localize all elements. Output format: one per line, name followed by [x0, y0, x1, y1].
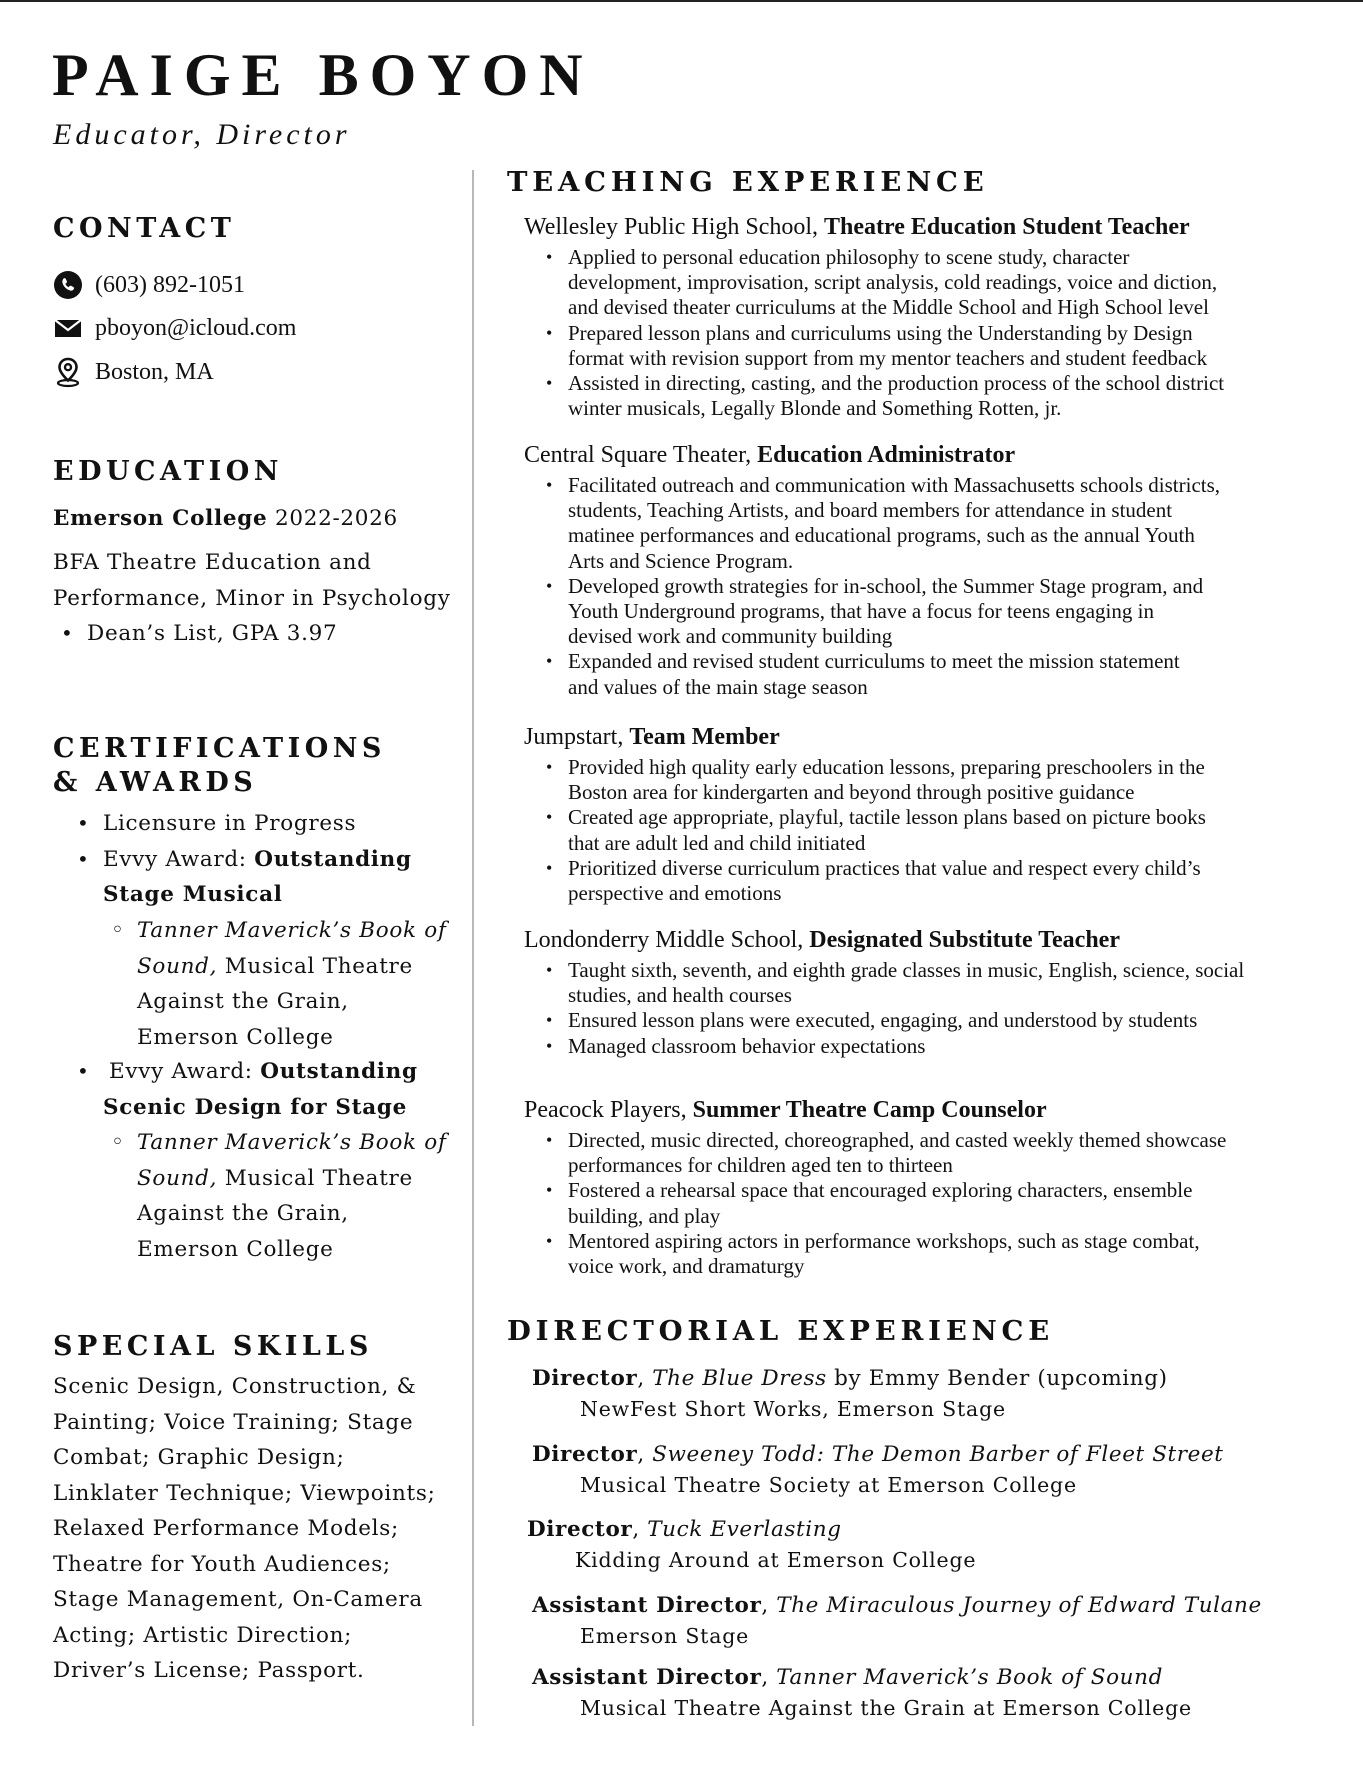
- award-1-work2: Sound,: [137, 953, 218, 979]
- job-bullet: [524, 1008, 1349, 1033]
- skills-line: Combat; Graphic Design;: [53, 1445, 345, 1470]
- job-title: [524, 1095, 1349, 1125]
- skills-line: Painting; Voice Training; Stage: [53, 1409, 414, 1435]
- job-bullet-line: Directed, music directed, choreographed, and casted weekly themed showcase: [568, 1128, 1227, 1152]
- job-bullet-line: Assisted in directing, casting, and the production process of the school district: [568, 371, 1225, 396]
- job-bullet: [524, 755, 1349, 805]
- top-border-line: [0, 0, 1363, 2]
- award-2-title-line1: Outstanding: [260, 1059, 418, 1084]
- teaching-heading: TEACHING EXPERIENCE: [507, 166, 989, 198]
- contact-location: Boston, MA: [95, 358, 214, 385]
- certifications-heading-line1: CERTIFICATIONS: [53, 733, 386, 764]
- job-bullet-line: Prioritized diverse curriculum practices that value and respect every child’s: [568, 855, 1201, 880]
- award-1-title-line2: Stage Musical: [103, 882, 283, 907]
- contact-email-row: [53, 313, 296, 343]
- job-title: [524, 722, 1349, 752]
- directing-venue: NewFest Short Works, Emerson Stage: [580, 1397, 1006, 1421]
- award-1-work: Tanner Maverick’s Book of: [137, 918, 447, 943]
- job-entry: [524, 925, 1349, 1059]
- award-1-prefix: Evvy Award:: [103, 846, 247, 872]
- job-bullet-line: devised work and community building: [568, 624, 893, 649]
- job-bullet-line: students, Teaching Artists, and board members for attendance in student: [568, 498, 1173, 523]
- skills-line: Stage Management, On-Camera: [53, 1587, 423, 1612]
- directing-entry: [532, 1364, 1332, 1425]
- award-2-work2: Sound,: [137, 1165, 218, 1191]
- skills-line: Acting; Artistic Direction;: [53, 1622, 353, 1648]
- job-organization: Peacock Players,: [524, 1097, 687, 1123]
- job-bullets: [524, 755, 1349, 906]
- award-2-detail: [137, 1125, 447, 1267]
- job-bullet-line: Ensured lesson plans were executed, engaging, and understood by students: [568, 1008, 1198, 1033]
- directing-venue: Kidding Around at Emerson College: [575, 1548, 977, 1572]
- directing-work-title: Sweeney Todd: The Demon Barber of Fleet Street: [652, 1442, 1224, 1467]
- award-2-prefix: Evvy Award:: [109, 1059, 253, 1084]
- education-honors-list: [87, 616, 337, 652]
- directing-separator: ,: [637, 1442, 653, 1467]
- envelope-icon: [53, 313, 83, 343]
- directing-separator: ,: [632, 1517, 648, 1542]
- award-1-details: [137, 913, 447, 1055]
- skills-line: Driver’s License; Passport.: [53, 1658, 365, 1683]
- directing-role-line: [527, 1515, 1327, 1545]
- job-bullet: [524, 245, 1349, 321]
- column-divider: [472, 170, 474, 1726]
- award-2-rest3: Emerson College: [137, 1236, 334, 1262]
- directing-role: Director: [532, 1366, 638, 1391]
- job-bullet-line: and devised theater curriculums at the Middle School and High School level: [568, 295, 1209, 320]
- award-item-1: [103, 842, 412, 913]
- directing-role: Assistant Director: [532, 1665, 762, 1690]
- job-organization: Central Square Theater,: [524, 442, 752, 468]
- job-bullet-line: format with revision support from my mentor teachers and student feedback: [568, 345, 1208, 370]
- job-bullet: [524, 649, 1349, 699]
- job-bullet: [524, 856, 1349, 906]
- job-bullet-line: Mentored aspiring actors in performance workshops, such as stage combat,: [568, 1228, 1200, 1253]
- job-bullet: [524, 805, 1349, 855]
- award-1-title-line1: Outstanding: [254, 846, 412, 872]
- education-school: Emerson College: [53, 506, 268, 531]
- job-organization: Jumpstart,: [524, 724, 624, 750]
- directing-role: Assistant Director: [532, 1593, 762, 1618]
- job-bullet-line: perspective and emotions: [568, 881, 782, 906]
- contact-phone: (603) 892-1051: [95, 271, 245, 298]
- award-1-rest1: Musical Theatre: [224, 953, 413, 979]
- award-1-rest2: Against the Grain,: [137, 989, 349, 1014]
- job-bullet-line: Provided high quality early education lessons, preparing preschoolers in the: [568, 755, 1205, 779]
- skills-text: [53, 1369, 436, 1689]
- directing-work-title: Tuck Everlasting: [647, 1517, 842, 1542]
- directing-role-line: [532, 1663, 1332, 1693]
- education-degree-line2: Performance, Minor in Psychology: [53, 586, 451, 611]
- job-bullet-line: performances for children aged ten to thirteen: [568, 1153, 953, 1178]
- job-entry: [524, 440, 1349, 700]
- job-bullet-line: Boston area for kindergarten and beyond through positive guidance: [568, 780, 1135, 805]
- job-bullet-line: Expanded and revised student curriculums to meet the mission statement: [568, 649, 1180, 674]
- resume-subtitle: Educator, Director: [53, 118, 351, 151]
- award-2-details: [137, 1125, 447, 1267]
- job-bullet-line: Facilitated outreach and communication with Massachusetts schools districts,: [568, 473, 1221, 497]
- education-degree-line1: BFA Theatre Education and: [53, 550, 372, 575]
- contact-heading: CONTACT: [53, 213, 236, 244]
- job-bullet: [524, 1034, 1349, 1059]
- job-bullet: [524, 958, 1349, 1008]
- job-bullets: [524, 473, 1349, 700]
- contact-email: pboyon@icloud.com: [95, 314, 297, 341]
- awards-list-2: [103, 1054, 418, 1125]
- job-bullet: [524, 1229, 1349, 1279]
- job-bullet: [524, 321, 1349, 371]
- skills-line: Linklater Technique; Viewpoints;: [53, 1480, 436, 1506]
- job-bullets: [524, 958, 1349, 1059]
- job-bullet-line: Applied to personal education philosophy to scene study, character: [568, 245, 1130, 269]
- job-organization: Wellesley Public High School,: [524, 214, 819, 240]
- certifications-heading-line2: & AWARDS: [53, 767, 258, 798]
- award-2-rest1: Musical Theatre: [224, 1165, 413, 1191]
- job-entry: [524, 212, 1349, 421]
- job-title: [524, 212, 1349, 242]
- job-bullet-line: matinee performances and educational programs, such as the annual Youth: [568, 523, 1195, 548]
- skills-line: Theatre for Youth Audiences;: [53, 1551, 391, 1577]
- directing-separator: ,: [637, 1366, 653, 1391]
- contact-location-row: [53, 357, 214, 387]
- job-bullet-line: winter musicals, Legally Blonde and Something Rotten, jr.: [568, 396, 1062, 421]
- job-bullet: [524, 1178, 1349, 1228]
- award-item-2: [103, 1054, 418, 1125]
- skills-heading: SPECIAL SKILLS: [53, 1331, 373, 1362]
- directing-entry: [532, 1440, 1332, 1501]
- award-2-work: Tanner Maverick’s Book of: [137, 1130, 447, 1155]
- job-bullets: [524, 1128, 1349, 1279]
- award-2-title-line2: Scenic Design for Stage: [103, 1094, 408, 1120]
- job-bullet-line: Fostered a rehearsal space that encouraged exploring characters, ensemble: [568, 1178, 1193, 1203]
- job-bullet-line: Developed growth strategies for in-school, the Summer Stage program, and: [568, 573, 1204, 598]
- skills-line: Scenic Design, Construction, &: [53, 1374, 417, 1399]
- award-item-licensure: • Licensure in Progress: [103, 806, 412, 842]
- job-entry: [524, 1095, 1349, 1279]
- directing-suffix: by Emmy Bender (upcoming): [826, 1366, 1168, 1391]
- job-bullet-line: Prepared lesson plans and curriculums using the Understanding by Design: [568, 320, 1193, 345]
- job-organization: Londonderry Middle School,: [524, 927, 804, 953]
- job-title: [524, 925, 1349, 955]
- award-1-detail: [137, 913, 447, 1055]
- job-role: Education Administrator: [757, 442, 1016, 468]
- award-2-rest2: Against the Grain,: [137, 1201, 349, 1226]
- directing-venue: Musical Theatre Against the Grain at Emerson College: [580, 1696, 1192, 1720]
- job-bullet-line: voice work, and dramaturgy: [568, 1254, 805, 1279]
- job-role: Summer Theatre Camp Counselor: [692, 1097, 1047, 1123]
- directing-entry: [532, 1591, 1332, 1652]
- directing-work-title: The Blue Dress: [652, 1366, 827, 1391]
- job-bullet: [524, 473, 1349, 574]
- directing-role-line: [532, 1440, 1332, 1470]
- award-1-rest3: Emerson College: [137, 1024, 334, 1050]
- job-bullet-line: Created age appropriate, playful, tactile lesson plans based on picture books: [568, 805, 1206, 830]
- job-bullet-line: development, improvisation, script analysis, cold readings, voice and diction,: [568, 270, 1218, 295]
- directing-separator: ,: [761, 1593, 777, 1618]
- contact-phone-row: [53, 270, 245, 300]
- job-bullet-line: that are adult led and child initiated: [568, 830, 866, 855]
- job-bullet-line: Taught sixth, seventh, and eighth grade classes in music, English, science, social: [568, 958, 1245, 982]
- directing-role: Director: [527, 1517, 633, 1542]
- job-bullet-line: Arts and Science Program.: [568, 548, 794, 573]
- job-bullet: [524, 371, 1349, 421]
- education-heading: EDUCATION: [53, 456, 283, 487]
- directing-work-title: Tanner Maverick’s Book of Sound: [776, 1665, 1163, 1690]
- directing-role-line: [532, 1364, 1332, 1394]
- education-years: 2022-2026: [274, 506, 398, 531]
- job-entry: [524, 722, 1349, 906]
- job-bullet-line: Youth Underground programs, that have a focus for teens engaging in: [568, 599, 1154, 624]
- job-bullet: [524, 574, 1349, 650]
- job-role: Team Member: [629, 724, 780, 750]
- resume-name: PAIGE BOYON: [52, 42, 594, 108]
- job-bullet: [524, 1128, 1349, 1178]
- skills-line: Relaxed Performance Models;: [53, 1516, 399, 1541]
- job-bullet-line: studies, and health courses: [568, 983, 792, 1008]
- directing-separator: ,: [761, 1665, 777, 1690]
- directing-venue: Musical Theatre Society at Emerson College: [580, 1473, 1077, 1497]
- directing-role-line: [532, 1591, 1332, 1621]
- directing-entry: [532, 1663, 1332, 1724]
- job-role: Designated Substitute Teacher: [809, 927, 1120, 953]
- education-school-line: [53, 501, 398, 537]
- directing-entry: [527, 1515, 1327, 1576]
- education-honor-item: • Dean’s List, GPA 3.97: [87, 616, 337, 652]
- phone-icon: [53, 270, 83, 300]
- directorial-heading: DIRECTORIAL EXPERIENCE: [507, 1315, 1054, 1347]
- awards-list: [103, 806, 412, 913]
- directing-role: Director: [532, 1442, 638, 1467]
- job-title: [524, 440, 1349, 470]
- directing-venue: Emerson Stage: [580, 1624, 750, 1648]
- job-bullet-line: building, and play: [568, 1203, 721, 1228]
- job-role: Theatre Education Student Teacher: [824, 214, 1190, 240]
- directing-work-title: The Miraculous Journey of Edward Tulane: [776, 1593, 1262, 1618]
- job-bullet-line: and values of the main stage season: [568, 674, 868, 699]
- location-pin-icon: [53, 357, 83, 387]
- job-bullets: [524, 245, 1349, 421]
- job-bullet-line: Managed classroom behavior expectations: [568, 1033, 926, 1058]
